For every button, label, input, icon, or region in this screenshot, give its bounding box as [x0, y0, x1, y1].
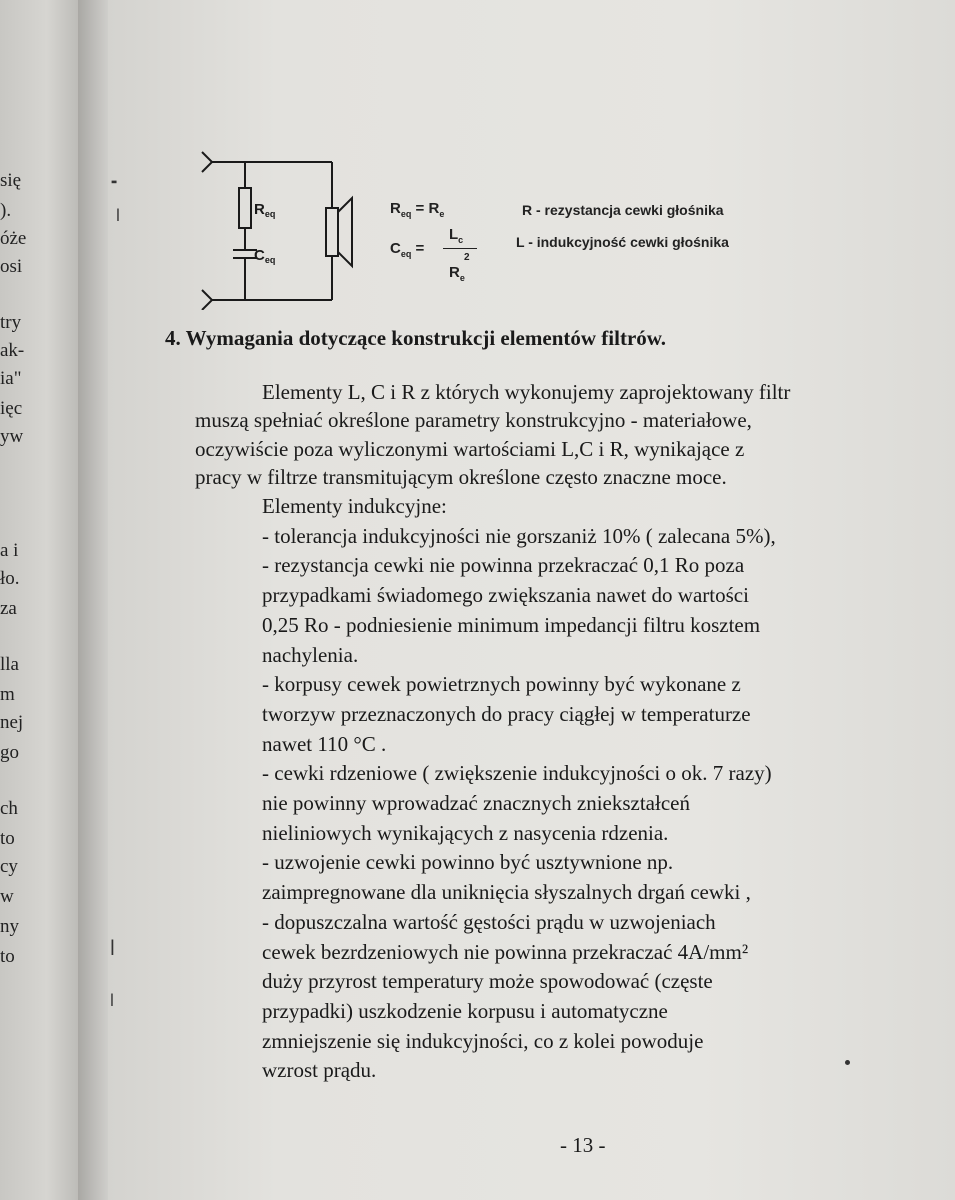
left-page-fragment: w — [0, 886, 14, 907]
page-number: - 13 - — [560, 1133, 606, 1157]
list-line: nieliniowych wynikających z nasycenia rdzenia. — [262, 821, 669, 845]
list-line: nachylenia. — [262, 643, 359, 667]
left-page-fragment: try — [0, 312, 22, 333]
binding-mark: ǀ — [110, 935, 115, 960]
list-line: 0,25 Ro - podniesienie minimum impedancji filtru kosztem — [262, 613, 761, 637]
list-line: - korpusy cewek powietrznych powinny być wykonane z — [262, 672, 741, 696]
list-line: - rezystancja cewki nie powinna przekraczać 0,1 Ro poza — [262, 553, 745, 577]
left-page-margin — [0, 0, 78, 1200]
list-line: przypadkami świadomego zwiększania nawet do wartości — [262, 583, 749, 607]
list-line: tworzyw przeznaczonych do pracy ciągłej w temperaturze — [262, 702, 751, 726]
speck — [845, 1060, 850, 1065]
list-line: zmniejszenie się indukcyjności, co z kolei powoduje — [262, 1029, 704, 1053]
list-line: zaimpregnowane dla uniknięcia słyszalnych drgań cewki , — [262, 880, 751, 904]
book-gutter — [78, 0, 108, 1200]
label-req: $R_{eq}$ — [254, 201, 276, 219]
input-terminal-top — [202, 152, 212, 172]
label-ceq: $C_{eq}$ — [254, 247, 276, 265]
list-line: - cewki rdzeniowe ( zwiększenie indukcyjności o ok. 7 razy) — [262, 761, 772, 785]
speaker-magnet — [326, 208, 338, 256]
formula-ceq-exponent: 2 — [464, 252, 470, 263]
speaker-cone — [338, 198, 352, 266]
left-page-fragment: ło. — [0, 568, 20, 589]
left-page-fragment: m — [0, 684, 15, 705]
list-line: cewek bezrdzeniowych nie powinna przekraczać 4A/mm² — [262, 940, 749, 964]
left-page-fragment: cy — [0, 856, 18, 877]
formula-ceq-numerator: $L_c$ — [449, 226, 464, 245]
list-line: duży przyrost temperatury może spowodować (częste — [262, 969, 713, 993]
binding-mark: ǀ — [110, 990, 114, 1010]
binding-mark: ǀ — [116, 205, 120, 225]
left-page-fragment: lla — [0, 654, 19, 675]
fraction-bar — [443, 248, 477, 249]
left-page-fragment: za — [0, 598, 17, 619]
formula-ceq-denominator: $R_e$ — [449, 264, 465, 283]
list-line: - dopuszczalna wartość gęstości prądu w uzwojeniach — [262, 910, 716, 934]
left-page-fragment: yw — [0, 426, 24, 447]
left-page-fragment: ). — [0, 200, 12, 221]
left-page-fragment: nej — [0, 712, 24, 733]
list-line: - uzwojenie cewki powinno być usztywnione np. — [262, 850, 674, 874]
legend-l: L - indukcyjność cewki głośnika — [516, 234, 729, 250]
formula-req: $R_{eq} = R_e$ — [390, 200, 445, 219]
paragraph-line: muszą spełniać określone parametry konstrukcyjno - materiałowe, — [195, 408, 752, 432]
list-line: - tolerancja indukcyjności nie gorszaniż 10% ( zalecana 5%), — [262, 524, 776, 548]
left-page-fragment: óże — [0, 228, 27, 249]
list-line: przypadki) uszkodzenie korpusu i automatyczne — [262, 999, 668, 1023]
left-page-fragment: osi — [0, 256, 23, 277]
formula-ceq-lhs: $C_{eq}$ = — [390, 240, 425, 259]
left-page-fragment: się — [0, 170, 22, 191]
paragraph-line: Elementy L, C i R z których wykonujemy zaprojektowany filtr — [262, 380, 791, 404]
circuit-diagram — [200, 150, 370, 310]
resistor-req — [239, 188, 251, 228]
left-page-fragment: ny — [0, 916, 19, 937]
binding-mark: ᠊ — [112, 171, 116, 196]
list-line: wzrost prądu. — [262, 1058, 377, 1082]
list-line: nie powinny wprowadzać znacznych zniekształceń — [262, 791, 690, 815]
left-page-fragment: a i — [0, 540, 19, 561]
left-page-fragment: ia" — [0, 368, 22, 389]
legend-r: R - rezystancja cewki głośnika — [522, 202, 724, 218]
list-line: nawet 110 °C . — [262, 732, 387, 756]
left-page-fragment: ak- — [0, 340, 25, 361]
paragraph-line: oczywiście poza wyliczonymi wartościami L,C i R, wynikające z — [195, 437, 745, 461]
left-page-fragment: ięc — [0, 398, 23, 419]
list-line: Elementy indukcyjne: — [262, 494, 447, 518]
left-page-fragment: go — [0, 742, 19, 763]
left-page-fragment: ch — [0, 798, 18, 819]
paragraph-line: pracy w filtrze transmitującym określone często znaczne moce. — [195, 465, 727, 489]
left-page-fragment: to — [0, 946, 15, 967]
input-terminal-bottom — [202, 290, 212, 310]
left-page-fragment: to — [0, 828, 15, 849]
section-heading: 4. Wymagania dotyczące konstrukcji elementów filtrów. — [165, 326, 667, 350]
